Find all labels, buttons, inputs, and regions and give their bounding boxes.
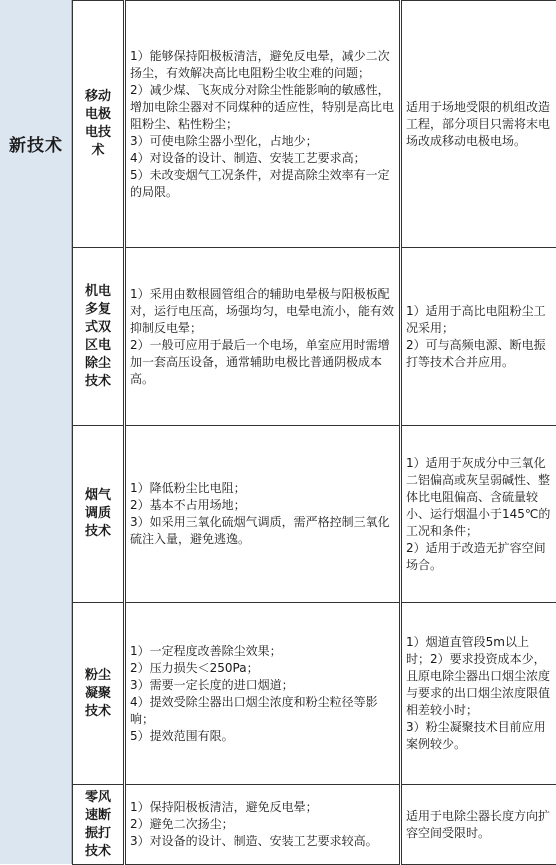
tech-name-cell: 零风速断振打技术 — [73, 785, 125, 865]
applicability-cell — [401, 1, 556, 248]
feature-line: 3）如采用三氧化硫烟气调质，需严格控制三氧化硫注入量，避免逃逸。 — [130, 514, 395, 548]
feature-line: 2）减少煤、飞灰成分对除尘性能影响的敏感性，增加电除尘器对不同煤种的适应性，特别是高比电阻粉尘、粘性粉尘； — [130, 82, 395, 133]
tech-name-cell: 机电多复式双区电除尘技术 — [73, 248, 125, 426]
table-row — [73, 426, 556, 603]
feature-line: 4）提效受除尘器出口烟尘浓度和粉尘粒径等影响； — [130, 694, 395, 728]
applicability-cell — [401, 248, 556, 426]
applicability-line: 1）适用于灰成分中三氧化二铝偏高或灰呈弱碱性、整体比电阻偏高、含硫量较小、运行烟温小于145℃的工况和条件； — [406, 455, 552, 540]
feature-line: 5）未改变烟气工况条件，对提高除尘效率有一定的局限。 — [130, 167, 395, 201]
table-row — [73, 785, 556, 865]
feature-line: 1）采用由数根圆管组合的辅助电晕极与阳极板配对，运行电压高，场强均匀，电晕电流小，能有效抑制反电晕； — [130, 286, 395, 337]
applicability-cell — [401, 603, 556, 785]
features-cell — [125, 603, 401, 785]
feature-line: 5）提效范围有限。 — [130, 728, 395, 745]
features-cell — [125, 785, 401, 865]
applicability-line: 适用于场地受限的机组改造工程，部分项目只需将末电场改成移动电极电场。 — [406, 99, 552, 150]
table-row — [73, 1, 556, 248]
feature-line: 1）降低粉尘比电阻； — [130, 480, 395, 497]
feature-line: 2）避免二次扬尘； — [130, 816, 395, 833]
category-column — [0, 0, 72, 864]
feature-line: 1）能够保持阳极板清洁，避免反电晕，减少二次扬尘，有效解决高比电阻粉尘收尘难的问题； — [130, 48, 395, 82]
applicability-cell — [401, 426, 556, 603]
feature-line: 1）一定程度改善除尘效果； — [130, 643, 395, 660]
feature-line: 3）可使电除尘器小型化，占地少； — [130, 133, 395, 150]
feature-line: 3）对设备的设计、制造、安装工艺要求较高。 — [130, 833, 395, 850]
tech-name-cell: 粉尘凝聚技术 — [73, 603, 125, 785]
applicability-line: 1）适用于高比电阻粉尘工况采用； — [406, 303, 552, 337]
features-cell — [125, 1, 401, 248]
applicability-line: 1）烟道直管段5m以上时；2）要求投资成本少，且原电除尘器出口烟尘浓度与要求的出口烟尘浓度限值相差较小时； — [406, 634, 552, 719]
tech-name-cell: 烟气调质技术 — [73, 426, 125, 603]
applicability-line: 3）粉尘凝聚技术目前应用案例较少。 — [406, 719, 552, 753]
category-label: 新技术 — [0, 131, 72, 156]
applicability-line: 适用于电除尘器长度方向扩容空间受限时。 — [406, 808, 552, 842]
features-cell — [125, 248, 401, 426]
table-row — [73, 248, 556, 426]
tech-name-cell: 移动电极电技术 — [73, 1, 125, 248]
table-row — [73, 603, 556, 785]
features-cell — [125, 426, 401, 603]
feature-line: 4）对设备的设计、制造、安装工艺要求高； — [130, 150, 395, 167]
technology-table — [72, 0, 556, 865]
feature-line: 2）基本不占用场地； — [130, 497, 395, 514]
feature-line: 2）压力损失＜250Pa； — [130, 660, 395, 677]
feature-line: 1）保持阳极板清洁，避免反电晕； — [130, 799, 395, 816]
applicability-line: 2）可与高频电源、断电振打等技术合并应用。 — [406, 337, 552, 371]
applicability-line: 2）适用于改造无扩容空间场合。 — [406, 540, 552, 574]
applicability-cell — [401, 785, 556, 865]
feature-line: 3）需要一定长度的进口烟道； — [130, 677, 395, 694]
feature-line: 2）一般可应用于最后一个电场，单室应用时需增加一套高压设备，通常辅助电极比普通阴极成本高。 — [130, 337, 395, 388]
